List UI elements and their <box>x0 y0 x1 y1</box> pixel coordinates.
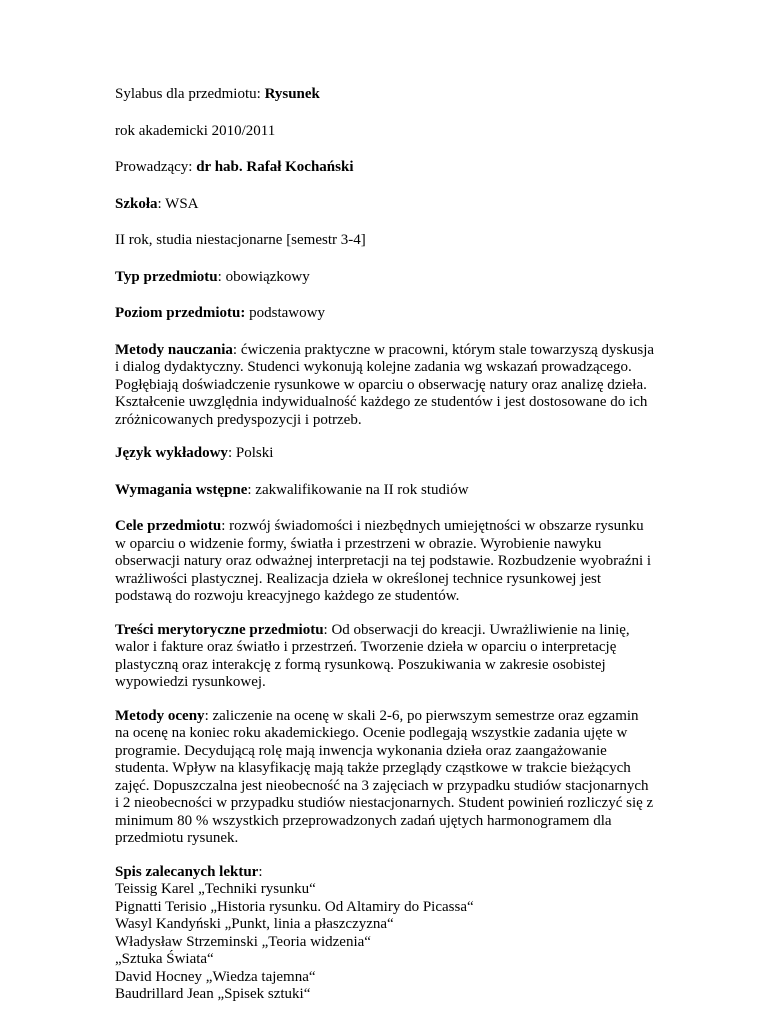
type-line <box>115 269 655 287</box>
list-item: Władysław Strzeminski „Teoria widzenia“ <box>115 933 371 950</box>
teaching-methods-label: Metody nauczania <box>115 341 233 358</box>
course-goals-text: : rozwój świadomości i niezbędnych umiejętności w obszarze rysunku w oparciu o widzenie formy, światła i przestrzeni w obrazie. Wyrobienie nawyku obserwacji natury oraz odważnej interpretacji na tej podstawie. Rozbudzenie wyobraźni i wrażliwości plastycznej. Realizacja dzieła w określonej technice rysunkowej jest podstawą do rozwoju kreacyjnego każdego ze studentów. <box>115 518 652 604</box>
course-goals <box>115 518 655 606</box>
teaching-methods-text: : ćwiczenia praktyczne w pracowni, którym stale towarzyszą dyskusja i dialog dydaktyczny. Studenci wykonują kolejne zadania wg wskazań prowadzącego. Pogłębiają doświadczenie rysunkowe w oparciu o obserwację natury oraz analizę dzieła. Kształcenie uwzględnia indywidualność każdego ze studentów i jest dostosowane do ich zróżnicowanych predyspozycji i potrzeb. <box>115 341 655 428</box>
course-goals-label: Cele przedmiotu <box>115 518 222 534</box>
lecturer-label: Prowadzący: <box>115 159 197 175</box>
list-item: „Sztuka Świata“ <box>115 951 214 967</box>
requirements-line <box>115 482 655 500</box>
type-label: Typ przedmiotu <box>115 268 218 285</box>
year-info <box>115 232 655 250</box>
course-content-text: : Od obserwacji do kreacji. Uwrażliwienie na linię, walor i fakture oraz światło i przestrzeń. Tworzenie dzieła w oparciu o interpretację plastyczną oraz interakcję z formą rysunkową. Poszukiwania w zakresie osobistej wypowiedzi rysunkowej. <box>115 621 630 690</box>
academic-year <box>115 123 655 141</box>
level-line <box>115 305 655 323</box>
reading-list-colon: : <box>258 863 263 880</box>
syllabus-document <box>115 86 655 1020</box>
syllabus-title <box>115 86 655 104</box>
year-info-text: II rok, studia niestacjonarne [semestr 3-4] <box>115 232 366 248</box>
course-content-label: Treści merytoryczne przedmiotu <box>115 621 324 638</box>
school-label: Szkoła <box>115 195 158 212</box>
assessment-methods <box>115 708 655 848</box>
list-item: Pignatti Terisio „Historia rysunku. Od Altamiry do Picassa“ <box>115 898 474 915</box>
course-content <box>115 622 655 692</box>
lecturer-name: dr hab. Rafał Kochański <box>196 159 354 175</box>
list-item: Wasyl Kandyński „Punkt, linia a płaszczyzna“ <box>115 916 394 932</box>
teaching-methods <box>115 342 655 430</box>
list-item: David Hocney „Wiedza tajemna“ <box>115 968 316 985</box>
level-value: podstawowy <box>245 305 325 321</box>
school-line <box>115 196 655 214</box>
reading-list-heading <box>115 864 655 882</box>
type-value: : obowiązkowy <box>217 268 310 285</box>
assessment-label: Metody oceny <box>115 707 205 724</box>
school-value: : WSA <box>157 195 199 212</box>
language-label: Język wykładowy <box>115 445 228 461</box>
syllabus-label: Sylabus dla przedmiotu: <box>115 86 265 102</box>
level-label: Poziom przedmiotu: <box>115 305 246 321</box>
lecturer-line <box>115 159 655 177</box>
assessment-text: : zaliczenie na ocenę w skali 2-6, po pierwszym semestrze oraz egzamin na ocenę na koniec roku akademickiego. Ocenie podlegają wszystkie zadania ujęte w programie. Decydującą rolę mają inwencja wykonania dzieła oraz zaangażowanie studenta. Wpływ na klasyfikację mają także przeglądy cząstkowe w trakcie bieżących zajęć. Dopuszczalna jest nieobecność na 3 zajęciach w przypadku studiów stacjonarnych i 2 nieobecności w przypadku studiów niestacjonarnych. Student powinień rozliczyć się z minimum 80 % wszystkich przeprowadzonych zadań ujętych harmonogramem dla przedmiotu rysunek. <box>115 707 654 846</box>
requirements-label: Wymagania wstępne <box>115 481 248 498</box>
subject-name: Rysunek <box>264 86 320 102</box>
academic-year-text: rok akademicki 2010/2011 <box>115 122 276 139</box>
list-item: Baudrillard Jean „Spisek sztuki“ <box>115 986 311 1002</box>
language-value: : Polski <box>227 445 274 461</box>
reading-list-label: Spis zalecanych lektur <box>115 863 259 880</box>
language-line <box>115 445 655 463</box>
requirements-value: : zakwalifikowanie na II rok studiów <box>247 481 469 498</box>
reading-list <box>115 864 655 1004</box>
list-item: Teissig Karel „Techniki rysunku“ <box>115 881 316 897</box>
